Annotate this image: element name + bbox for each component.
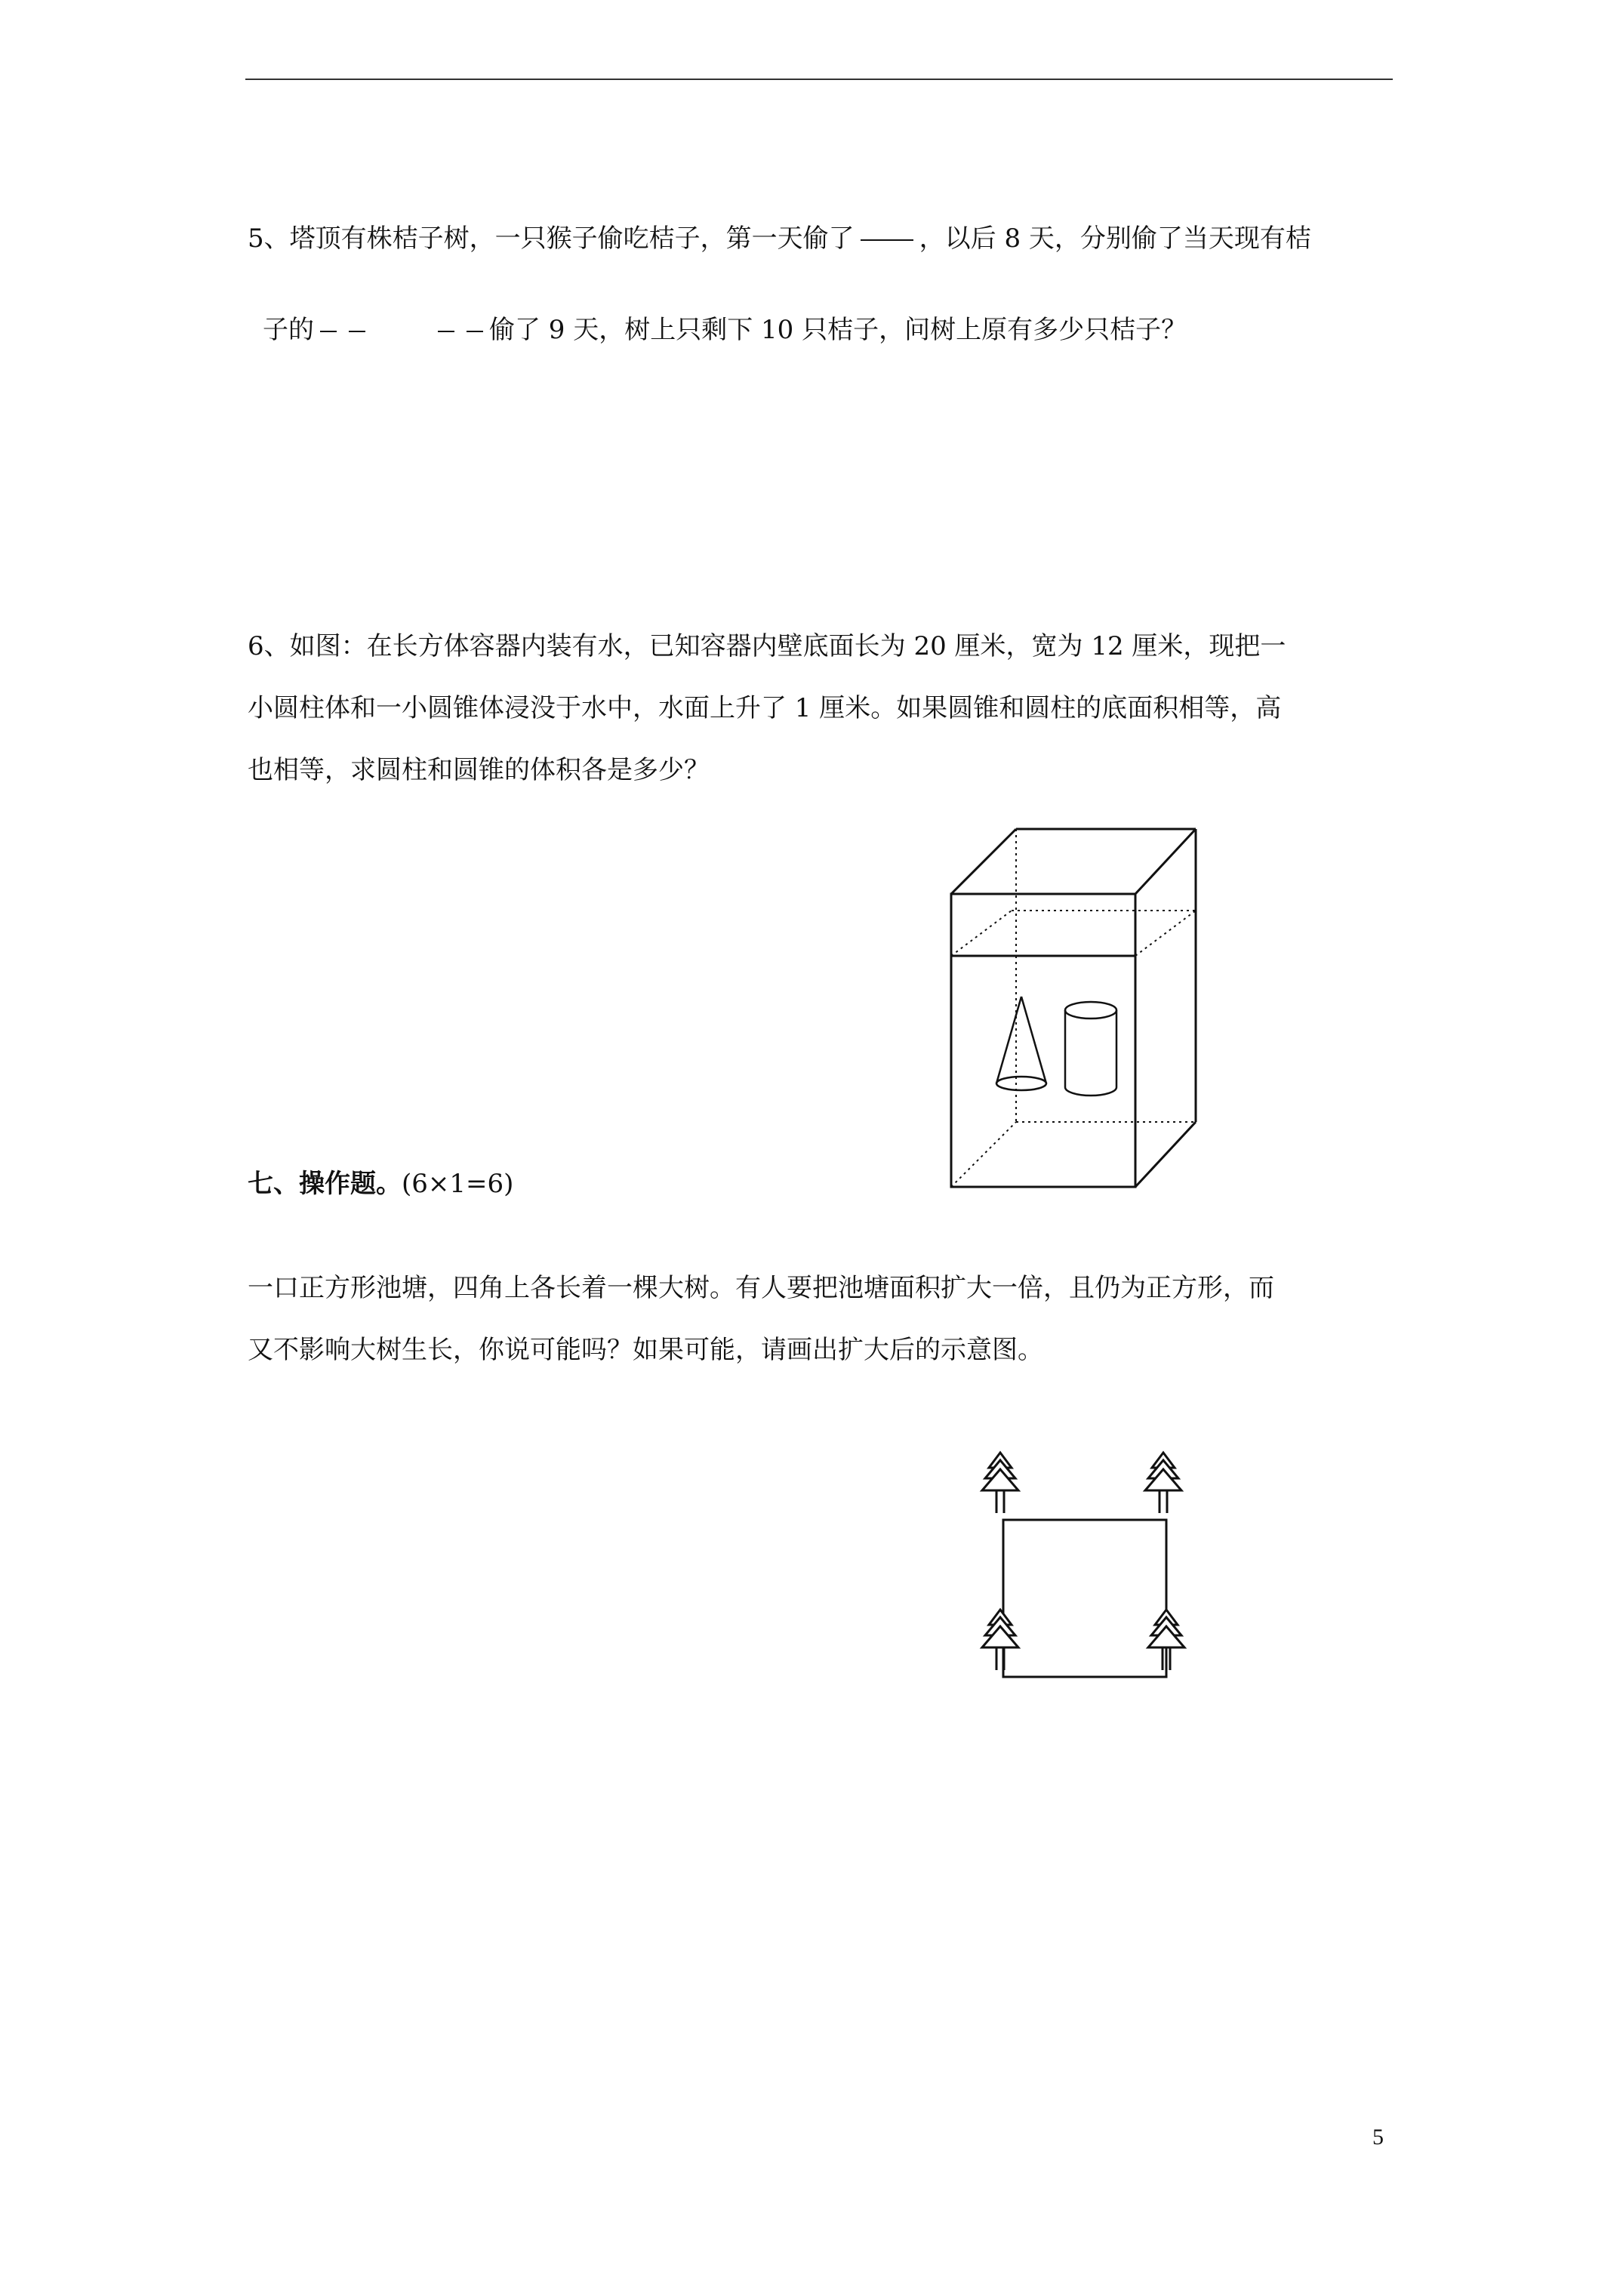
- box-edge: [951, 829, 1016, 894]
- fraction-blank: [467, 331, 483, 332]
- q5-text-a: 5、塔顶有株桔子树，一只猴子偷吃桔子，第一天偷了: [248, 223, 855, 254]
- container-figure: [944, 823, 1200, 1125]
- page-number: 5: [1372, 2125, 1384, 2150]
- section7-heading: [248, 1169, 513, 1199]
- fraction-blank: [438, 331, 454, 332]
- section7-line-1: 一口正方形池塘，四角上各长着一棵大树。有人要把池塘面积扩大一倍，且仍为正方形，而: [248, 1273, 1274, 1303]
- q5-text-d: 偷了 9 天，树上只剩下 10 只桔子，问树上原有多少只桔子？: [489, 315, 1187, 345]
- tree-icon: [982, 1453, 1018, 1513]
- q5-text-b: ，以后 8 天，分别偷了当天现有桔: [919, 223, 1311, 254]
- hidden-edge: [951, 1122, 1016, 1187]
- fraction-blank: [349, 331, 365, 332]
- water-line-hidden: [1135, 911, 1196, 956]
- water-line-hidden: [951, 911, 1012, 956]
- section7-line-2: 又不影响大树生长，你说可能吗？如果可能，请画出扩大后的示意图。: [248, 1335, 1043, 1365]
- pond-figure: [978, 1442, 1196, 1691]
- pond-square: [1003, 1520, 1166, 1677]
- fraction-blank: [861, 239, 913, 241]
- q6-line-1: 6、如图：在长方体容器内装有水，已知容器内壁底面长为 20 厘米，宽为 12 厘米，现把一: [248, 631, 1286, 661]
- box-edge: [1135, 1122, 1196, 1187]
- q6-line-2: 小圆柱体和一小圆锥体浸没于水中，水面上升了 1 厘米。如果圆锥和圆柱的底面积相等，高: [248, 693, 1282, 723]
- section-score: (6×1=6): [402, 1169, 514, 1199]
- cylinder: [1065, 1002, 1116, 1096]
- q5-line-2: [263, 315, 1187, 345]
- fraction-blank: [320, 331, 337, 332]
- q5-text-c: 子的: [263, 315, 314, 345]
- header-rule: [245, 79, 1393, 80]
- tree-icon: [1145, 1453, 1181, 1513]
- cone: [996, 997, 1046, 1090]
- q6-line-3: 也相等，求圆柱和圆锥的体积各是多少？: [248, 755, 710, 785]
- box-front-face: [951, 894, 1135, 1187]
- box-edge: [1135, 829, 1196, 894]
- tree-icon: [982, 1610, 1018, 1670]
- section-title: 七、操作题。: [248, 1169, 402, 1199]
- q5-line-1: [248, 223, 1311, 254]
